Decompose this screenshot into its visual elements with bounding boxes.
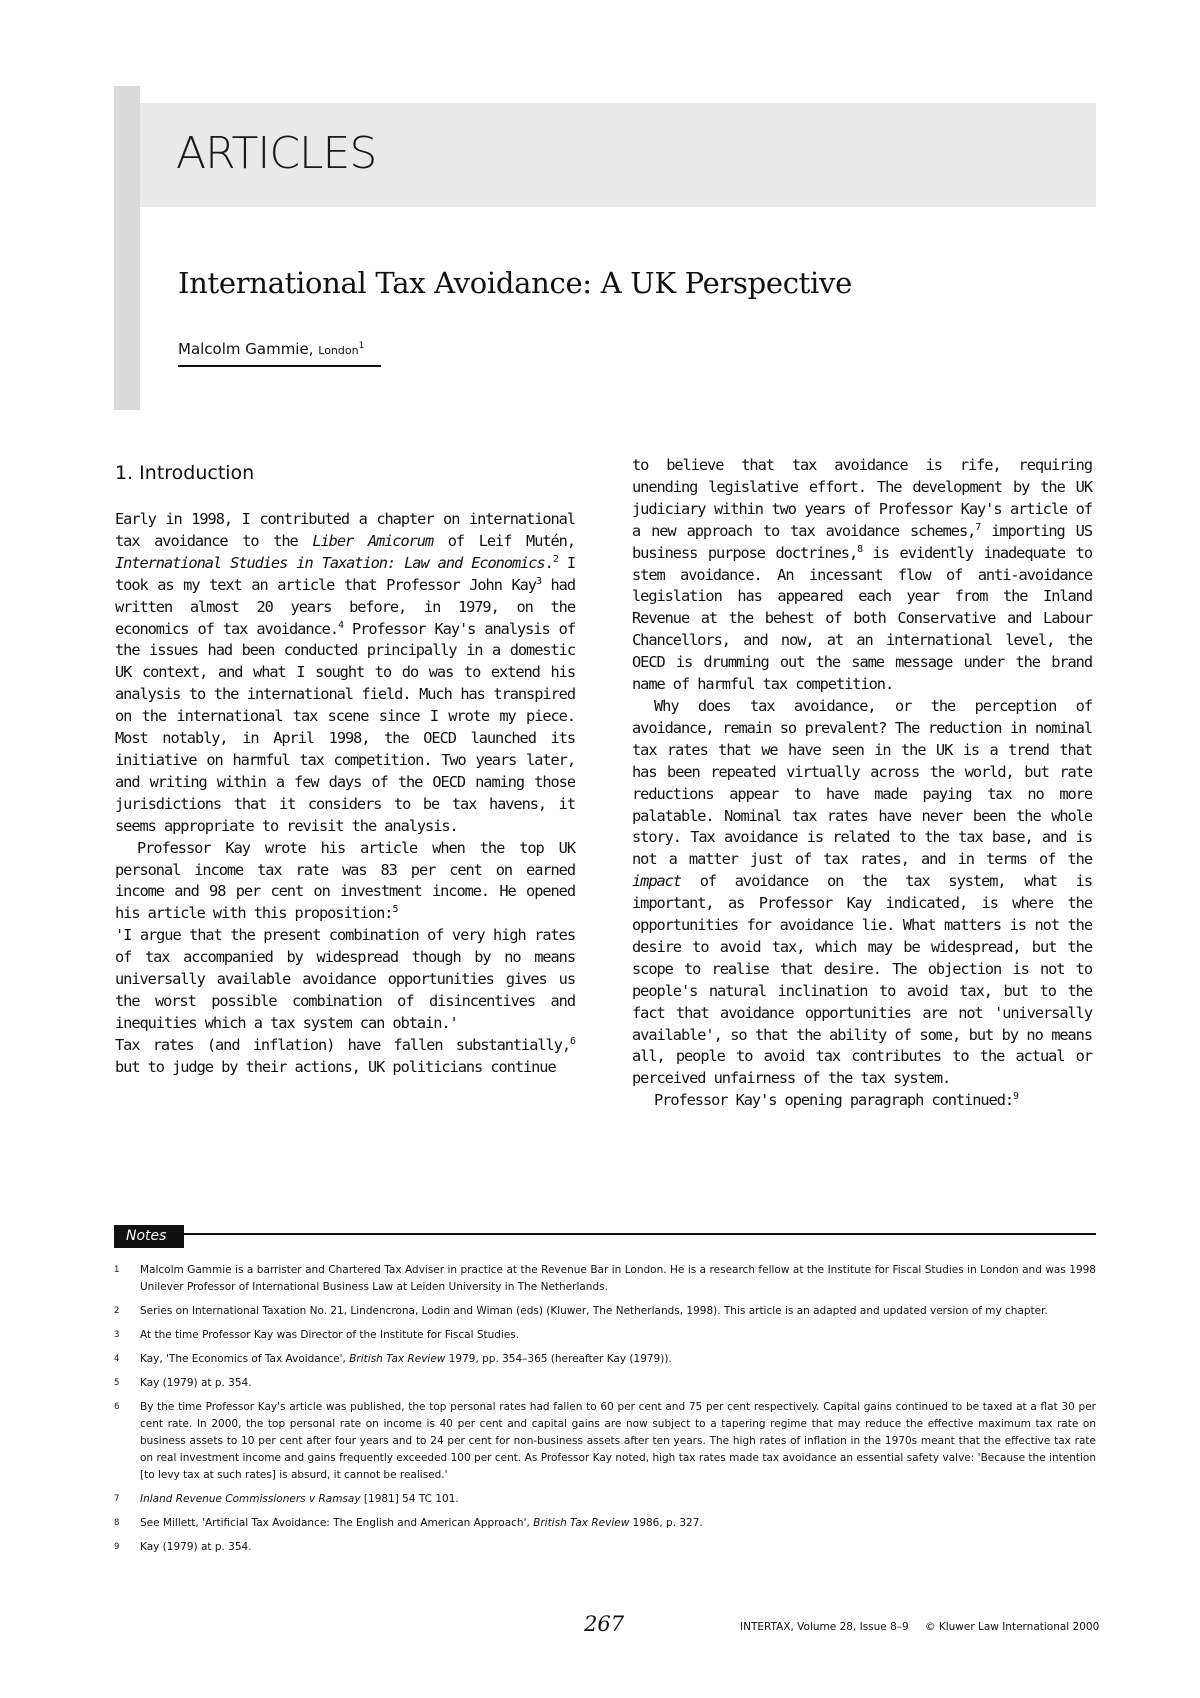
footnote-text: Series on International Taxation No. 21, Lindencrona, Lodin and Wiman (eds) (Kluwer, The Netherlands, 1998). This article is an adapted and updated version of my chapter.: [140, 1305, 1048, 1317]
text-run: Kay, 'The Economics of Tax Avoidance',: [140, 1353, 350, 1365]
footnote: [114, 1515, 1096, 1532]
footnote-number: 4: [114, 1354, 120, 1364]
book-title: International Studies in Taxation: Law and Economics: [115, 553, 545, 572]
case-name: Inland Revenue Commissioners v Ramsay: [140, 1493, 361, 1505]
footnote-number: 1: [114, 1265, 120, 1275]
section-heading: 1. Introduction: [115, 462, 255, 484]
footnote-ref: 6: [570, 1035, 575, 1047]
footnote: [114, 1399, 1096, 1484]
footnote-text: Kay (1979) at p. 354.: [140, 1377, 252, 1389]
footnote-ref: 7: [975, 521, 981, 533]
footnote-ref: 9: [1013, 1091, 1019, 1103]
footnote-ref: 5: [392, 904, 398, 916]
text-run: Early in 1998, I contributed a chapter on international tax avoidance to the: [115, 510, 575, 550]
journal-info: INTERTAX, Volume 28, Issue 8–9: [740, 1621, 909, 1633]
notes-label: Notes: [114, 1225, 184, 1248]
text-run: 1986, p. 327.: [629, 1517, 703, 1529]
paragraph: [115, 838, 575, 926]
section-label: ARTICLES: [176, 128, 377, 179]
footnote: [114, 1491, 1096, 1508]
body-column-left: [115, 460, 575, 1079]
text-run: to believe that tax avoidance is rife, requiring unending legislative effort. The development by the UK judiciary within two years of Professor Kay's article of a new approach to tax avoidance schemes,: [632, 456, 1092, 540]
footnote-ref: 3: [535, 575, 541, 587]
footnote-number: 2: [114, 1306, 120, 1316]
author-line: [178, 340, 381, 367]
footnote: [114, 1539, 1096, 1556]
text-run: Why does tax avoidance, or the perception of avoidance, remain so prevalent? The reduction in nominal tax rates that we have seen in the UK is a trend that has been repeated virtually across the world, but rate reductions appear to have made paying tax no more palatable. Nominal tax rates have never been the whole story. Tax avoidance is related to the tax base, and is not a matter just of tax rates, and in terms of the: [632, 696, 1092, 869]
text-run: .: [544, 553, 553, 572]
footnote: [114, 1303, 1096, 1320]
journal-title: British Tax Review: [349, 1353, 446, 1365]
footnote-text: At the time Professor Kay was Director of the Institute for Fiscal Studies.: [140, 1329, 520, 1341]
footnote-text: By the time Professor Kay's article was published, the top personal rates had fallen to 60 per cent and 75 per cent respectively. Capital gains continued to be taxed at a flat 30 per cent rate. In 2000, the top personal rate on income is 40 per cent and capital gains are now subject to a tapering regime that may reduce the effective maximum tax rate on business assets to 10 per cent after four years and to 24 per cent for non-business assets after ten years. The high rates of inflation in the 1970s meant that the effective tax rate on real investment income and gains frequently exceeded 100 per cent. As Professor Kay noted, high tax rates made tax avoidance an essential safety valve: 'Because the intention [to levy tax at such rates] is absurd, it cannot be realised.': [140, 1401, 1096, 1481]
footnote-text: Kay (1979) at p. 354.: [140, 1541, 252, 1553]
footnote-text: [140, 1491, 1096, 1508]
text-run: of avoidance on the tax system, what is important, as Professor Kay indicated, is where the opportunities for avoidance lie. What matters is not the desire to avoid tax, which may be widespread, but the scope to realise that desire. The objection is not to people's natural inclination to avoid tax, but to the fact that avoidance opportunities are not 'universally available', so that the ability of some, but by no means all, people to avoid tax contributes to the actual or perceived unfairness of the tax system.: [632, 872, 1092, 1088]
notes-list: [114, 1262, 1096, 1563]
article-title: International Tax Avoidance: A UK Perspective: [178, 266, 852, 300]
footnote-number: 6: [114, 1402, 120, 1412]
footnote-text: [140, 1351, 1096, 1368]
text-run: Professor Kay's analysis of the issues had been conducted principally in a domestic UK context, and what I sought to do was to extend his analysis to the international field. Much has transpired on the international tax scene since I wrote my piece. Most notably, in April 1998, the OECD launched its initiative on harmful tax competition. Two years later, and writing within a few days of the OECD naming those jurisdictions that it considers to be tax havens, it seems appropriate to revisit the analysis.: [115, 619, 575, 835]
text-run: of Leif Mutén,: [433, 531, 575, 550]
header-accent-bar: [114, 86, 140, 410]
text-run: See Millett, 'Artificial Tax Avoidance: The English and American Approach',: [140, 1517, 534, 1529]
footnote-ref: 4: [337, 619, 343, 631]
footnote-ref: 8: [857, 543, 863, 555]
paragraph: [632, 696, 1092, 1090]
footnote: [114, 1375, 1096, 1392]
book-title: Liber Amicorum: [312, 531, 434, 550]
text-run: I took as my text an article that Professor John Kay: [115, 553, 576, 594]
body-column-right: [632, 455, 1092, 1112]
text-run: Professor Kay's opening paragraph continued:: [654, 1091, 1014, 1110]
text-run: Tax rates (and inflation) have fallen substantially,: [115, 1035, 571, 1054]
page-number: 267: [584, 1612, 625, 1636]
paragraph: [632, 455, 1092, 696]
footnote-number: 7: [114, 1494, 120, 1504]
footnote: [114, 1351, 1096, 1368]
footnote-text: Malcolm Gammie is a barrister and Chartered Tax Adviser in practice at the Revenue Bar in London. He is a research fellow at the Institute for Fiscal Studies in London and was 1998 Unilever Professor of International Business Law at Leiden University in The Netherlands.: [140, 1264, 1096, 1293]
text-run: importing US business purpose doctrines,: [632, 521, 1092, 562]
author-name: Malcolm Gammie: [178, 340, 309, 358]
paragraph: [115, 509, 575, 838]
footnote: [114, 1327, 1096, 1344]
text-run: [1981] 54 TC 101.: [360, 1493, 459, 1505]
text-run: 1979, pp. 354–365 (hereafter Kay (1979)).: [445, 1353, 672, 1365]
notes-rule: [114, 1233, 1096, 1235]
paragraph: [632, 1090, 1092, 1112]
author-location: London: [318, 344, 359, 357]
footnote-number: 3: [114, 1330, 120, 1340]
copyright: © Kluwer Law International 2000: [925, 1621, 1100, 1633]
footnote-number: 8: [114, 1518, 120, 1528]
text-run: is evidently inadequate to stem avoidance. An incessant flow of anti-avoidance legislation has appeared each year from the Inland Revenue at the behest of both Conservative and Labour Chancellors, and now, at an international level, the OECD is drumming out the same message under the brand name of harmful tax competition.: [632, 543, 1092, 694]
emphasis: impact: [632, 872, 681, 891]
author-sep: ,: [308, 340, 319, 358]
text-run: but to judge by their actions, UK politicians continue: [115, 1057, 556, 1076]
text-run: Professor Kay wrote his article when the top UK personal income tax rate was 83 per cent on earned income and 98 per cent on investment income. He opened his article with this proposition:: [115, 838, 575, 923]
author-footnote-ref: 1: [358, 341, 365, 351]
paragraph: [115, 1035, 575, 1079]
journal-title: British Tax Review: [533, 1517, 630, 1529]
footnote-text: [140, 1515, 1096, 1532]
footnote-number: 5: [114, 1378, 120, 1388]
footnote-ref: 2: [552, 553, 558, 565]
block-quote: 'I argue that the present combination of very high rates of tax accompanied by widespread though by no means universally available avoidance opportunities gives us the worst possible combination of disincentives and inequities which a tax system can obtain.': [115, 926, 575, 1032]
footnote-number: 9: [114, 1542, 120, 1552]
text-run: had written almost 20 years before, in 1979, on the economics of tax avoidance.: [115, 575, 575, 638]
footnote: [114, 1262, 1096, 1296]
